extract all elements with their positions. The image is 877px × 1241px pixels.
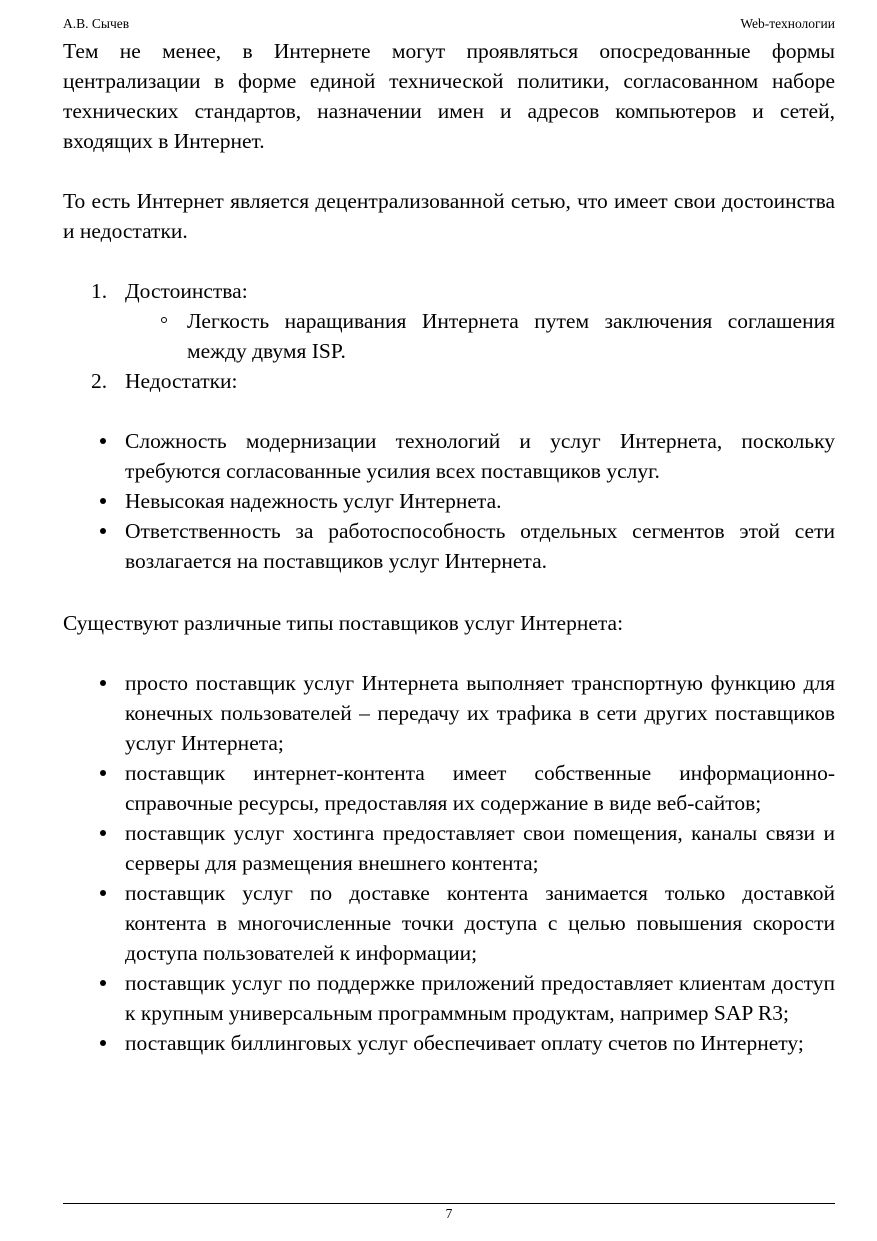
bullet-icon: [100, 498, 106, 504]
list-item: [63, 668, 835, 758]
list-item-text: Невысокая надежность услуг Интернета.: [125, 489, 502, 513]
list-item-label: Недостатки:: [125, 369, 238, 393]
list-item-text: Ответственность за работоспособность отдельных сегментов этой сети возлагается на поставщиков услуг Интернета.: [125, 519, 835, 573]
list-item: [63, 758, 835, 818]
hollow-bullet-icon: [161, 317, 167, 323]
footer-divider: [63, 1203, 835, 1204]
bullet-icon: [100, 770, 106, 776]
list-item-text: Сложность модернизации технологий и услуг Интернета, поскольку требуются согласованные усилия всех поставщиков услуг.: [125, 429, 835, 483]
list-item-disadvantages: [63, 366, 835, 396]
list-item-text: поставщик интернет-контента имеет собственные информационно-справочные ресурсы, предоставляя их содержание в виде веб-сайтов;: [125, 761, 835, 815]
provider-types-list: [63, 668, 835, 1058]
paragraph-intro: Тем не менее, в Интернете могут проявляться опосредованные формы централизации в форме единой технической политики, согласованном наборе технических стандартов, назначении имен и адресов компьютеров и сетей, входящих в Интернет.: [63, 39, 835, 153]
list-item: [63, 426, 835, 486]
bullet-icon: [100, 680, 106, 686]
disadvantages-list: [63, 426, 835, 576]
sublist-item: [125, 306, 835, 366]
document-page: [63, 0, 835, 1241]
bullet-icon: [100, 528, 106, 534]
list-item: [63, 486, 835, 516]
list-number: 2.: [91, 369, 108, 393]
list-item: [63, 968, 835, 1028]
sublist-item-text: Легкость наращивания Интернета путем заключения соглашения между двумя ISP.: [187, 309, 835, 363]
bullet-icon: [100, 890, 106, 896]
list-item-text: поставщик биллинговых услуг обеспечивает оплату счетов по Интернету;: [125, 1031, 804, 1055]
bullet-icon: [100, 438, 106, 444]
list-item: [63, 878, 835, 968]
list-item: [63, 818, 835, 878]
running-header: [63, 16, 835, 34]
list-item-text: поставщик услуг хостинга предоставляет свои помещения, каналы связи и серверы для размещения внешнего контента;: [125, 821, 835, 875]
list-item-text: поставщик услуг по доставке контента занимается только доставкой контента в многочисленные точки доступа с целью повышения скорости доступа пользователей к информации;: [125, 881, 835, 965]
bullet-icon: [100, 980, 106, 986]
page-number: 7: [445, 1206, 453, 1221]
document-body: [63, 36, 835, 1058]
header-author: А.В. Сычев: [63, 16, 130, 31]
pros-cons-list: [63, 276, 835, 396]
list-item: [63, 1028, 835, 1058]
advantages-sublist: [125, 306, 835, 366]
bullet-icon: [100, 830, 106, 836]
list-item-advantages: [63, 276, 835, 366]
bullet-icon: [100, 1040, 106, 1046]
list-number: 1.: [91, 279, 108, 303]
list-item: [63, 516, 835, 576]
list-item-label: Достоинства:: [125, 279, 248, 303]
paragraph-provider-types: Существуют различные типы поставщиков услуг Интернета:: [63, 611, 624, 635]
list-item-text: поставщик услуг по поддержке приложений предоставляет клиентам доступ к крупным универсальным программным продуктам, например SAP R3;: [125, 971, 835, 1025]
paragraph-decentralization: То есть Интернет является децентрализованной сетью, что имеет свои достоинства и недостатки.: [63, 189, 835, 243]
list-item-text: просто поставщик услуг Интернета выполняет транспортную функцию для конечных пользователей – передачу их трафика в сети других поставщиков услуг Интернета;: [125, 671, 835, 755]
header-subject: Web-технологии: [740, 16, 835, 31]
